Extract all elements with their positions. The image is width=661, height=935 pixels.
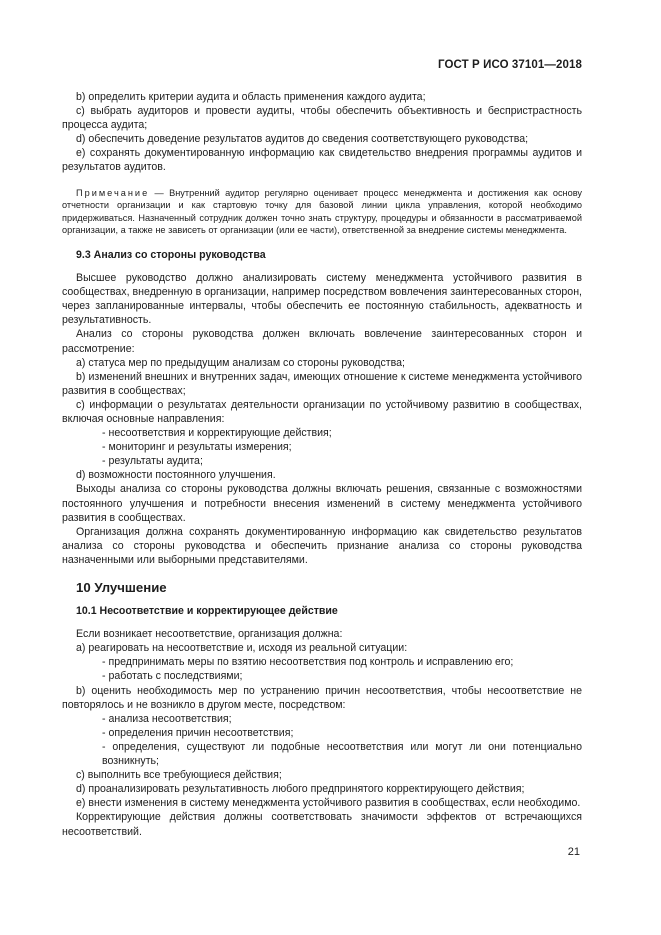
- dash-item: - мониторинг и результаты измерения;: [102, 441, 292, 454]
- list-item: b) оценить необходимость мер по устранению причин несоответствия, чтобы несоответствие не повторялось и не возникло в другом месте, посредством:: [62, 684, 582, 711]
- list-item: c) выбрать аудиторов и провести аудиты, чтобы обеспечить объективность и беспристрастность процесса аудита;: [62, 105, 582, 132]
- list-item: d) обеспечить доведение результатов аудитов до сведения соответствующего руководства;: [76, 133, 529, 146]
- dash-item: - результаты аудита;: [102, 455, 203, 468]
- section-10-heading: 10 Улучшение: [76, 580, 167, 595]
- page-number: 21: [567, 846, 580, 858]
- list-item: d) возможности постоянного улучшения.: [76, 469, 276, 482]
- list-item: e) внести изменения в систему менеджмента устойчивого развития в сообществах, если необходимо.: [76, 797, 581, 810]
- list-item: a) статуса мер по предыдущим анализам со стороны руководства;: [76, 356, 405, 369]
- dash-item: - анализа несоответствия;: [102, 712, 232, 725]
- list-item: e) сохранять документированную информацию как свидетельство внедрения программы аудитов и результатов аудитов.: [62, 147, 582, 174]
- list-item: d) проанализировать результативность любого предпринятого корректирующего действия;: [76, 783, 525, 796]
- note-dash: —: [149, 187, 170, 198]
- dash-item: - несоответствия и корректирующие действия;: [102, 427, 332, 440]
- dash-item: - определения причин несоответствия;: [102, 726, 294, 739]
- note-label: Примечание: [76, 187, 150, 198]
- dash-item: - предпринимать меры по взятию несоответствия под контроль и исправлению его;: [102, 656, 514, 669]
- dash-item: - определения, существуют ли подобные несоответствия или могут ли они потенциально возникнуть;: [102, 740, 582, 768]
- paragraph: Выходы анализа со стороны руководства должны включать решения, связанные с возможностями постоянного улучшения и потребности внесения изменений в систему менеджмента устойчивого развития в сообществах.: [62, 483, 582, 524]
- list-item: b) изменений внешних и внутренних задач, имеющих отношение к системе менеджмента устойчивого развития в сообществах;: [62, 370, 582, 397]
- list-item: b) определить критерии аудита и область применения каждого аудита;: [76, 91, 426, 103]
- dash-item: - работать с последствиями;: [102, 670, 243, 683]
- list-item: c) информации о результатах деятельности организации по устойчивому развитию в сообществах, включая основные направления:: [62, 398, 582, 425]
- paragraph: Высшее руководство должно анализировать систему менеджмента устойчивого развития в сообществах, внедренную в организации, например посредством вовлечения заинтересованных сторон, через запланированные интервалы, чтобы обеспечить ее постоянную стабильность, адекватность и результативность.: [62, 272, 582, 327]
- paragraph: Если возникает несоответствие, организация должна:: [76, 628, 343, 641]
- list-item: a) реагировать на несоответствие и, исходя из реальной ситуации:: [76, 642, 408, 655]
- paragraph: Организация должна сохранять документированную информацию как свидетельство результатов анализа со стороны руководства и обеспечить признание анализа со стороны руководства назначенными или выборными представителями.: [62, 525, 582, 566]
- document-code-header: ГОСТ Р ИСО 37101—2018: [437, 59, 582, 71]
- paragraph: Анализ со стороны руководства должен включать вовлечение заинтересованных сторон и рассмотрение:: [62, 328, 582, 355]
- list-item: c) выполнить все требующиеся действия;: [76, 769, 282, 782]
- paragraph: Корректирующие действия должны соответствовать значимости эффектов от встречающихся несоответствий.: [62, 811, 582, 838]
- section-10-1-heading: 10.1 Несоответствие и корректирующее действие: [76, 605, 338, 618]
- page-body: [62, 90, 582, 839]
- note-paragraph: [62, 187, 582, 237]
- section-9-3-heading: 9.3 Анализ со стороны руководства: [76, 248, 266, 261]
- note-text: Внутренний аудитор регулярно оценивает процесс менеджмента и достижения как основу отчетности организации и как стартовую точку для базовой линии цикла управления, которой необходимо придерживаться. Назначенный сотрудник должен точно знать структуру, процедуры и обязанности в рассматриваемой организации, а также не зависеть от организации (или ее части), ответственной за внедрение системы менеджмента.: [62, 187, 582, 236]
